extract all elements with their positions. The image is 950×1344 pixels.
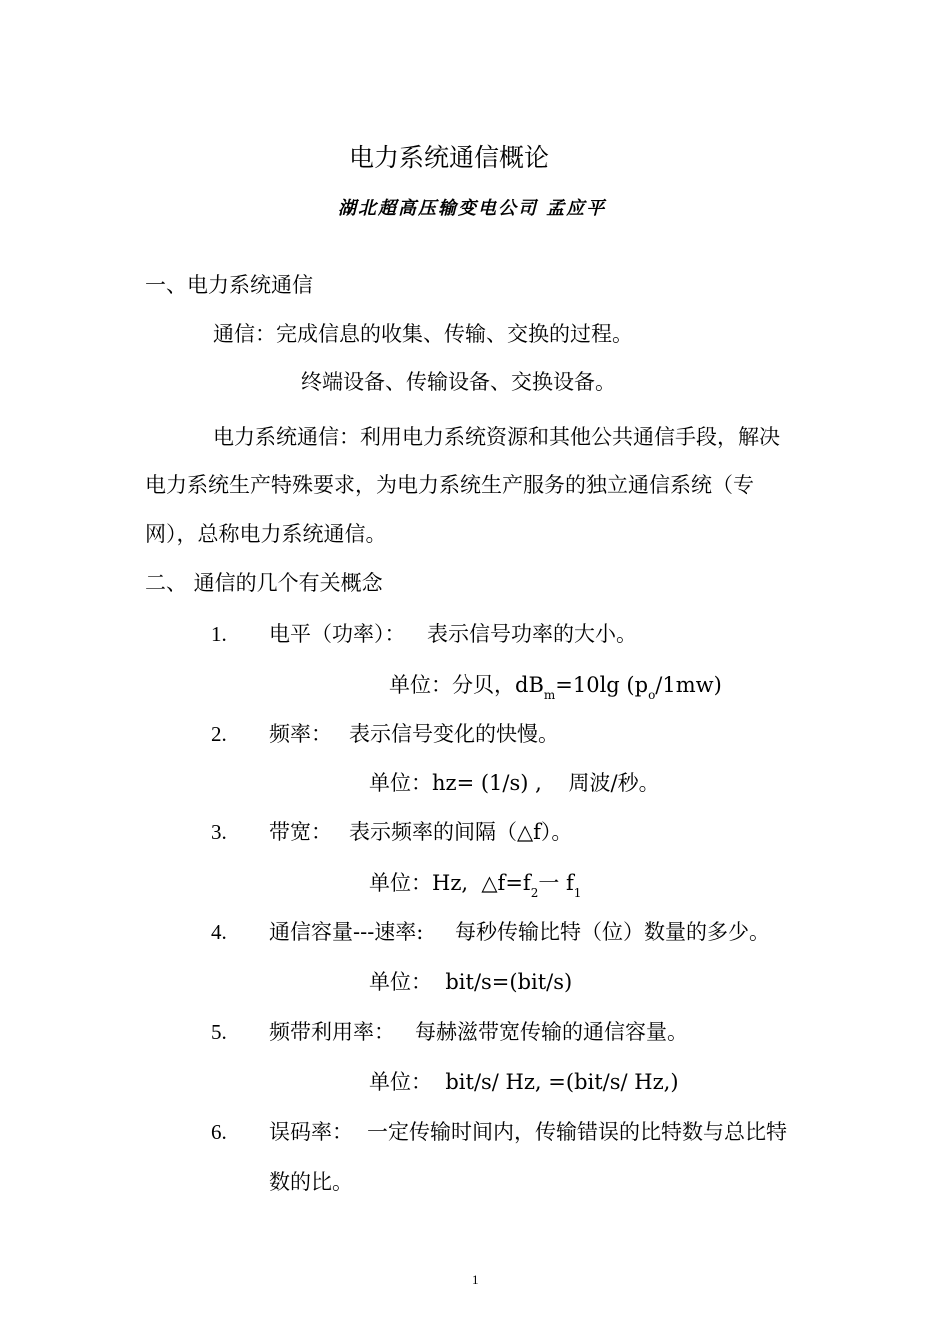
unit-text: /1mw) [655, 673, 722, 697]
power-comm-line-3: 网），总称电力系统通信。 [145, 522, 387, 546]
unit-text: 一 f [538, 871, 574, 895]
item-label: 频带利用率： [269, 1020, 395, 1044]
item-unit: 单位： bit/s/ Hz, =(bit/s/ Hz,) [369, 1070, 679, 1094]
item-label: 带宽： [269, 820, 332, 844]
item-unit: 单位： bit/s=(bit/s) [369, 970, 573, 994]
item-unit: 单位：hz= (1/s) , 周波/秒。 [369, 771, 660, 795]
author-line: 湖北超高压输变电公司 孟应平 [338, 198, 607, 219]
item-number: 2. [211, 722, 227, 746]
item-number: 5. [211, 1020, 227, 1044]
item-description: 表示频率的间隔（△f）。 [349, 820, 573, 844]
unit-subscript: o [648, 688, 656, 702]
document-title: 电力系统通信概论 [349, 143, 550, 172]
item-number: 3. [211, 820, 227, 844]
unit-text: =10lg (p [555, 673, 649, 697]
item-label: 通信容量---速率: [269, 920, 424, 944]
section-2-heading: 二、 通信的几个有关概念 [145, 571, 383, 595]
item-unit [369, 871, 582, 900]
item-description: 表示信号功率的大小。 [427, 622, 637, 646]
item-unit [389, 673, 722, 702]
item-description: 一定传输时间内，传输错误的比特数与总比特 [367, 1120, 787, 1144]
unit-subscript: 1 [573, 886, 582, 900]
comm-definition: 通信：完成信息的收集、传输、交换的过程。 [213, 322, 633, 346]
item-description: 每赫滋带宽传输的通信容量。 [415, 1020, 688, 1044]
unit-subscript: m [543, 688, 556, 702]
power-comm-line-2: 电力系统生产特殊要求，为电力系统生产服务的独立通信系统（专 [145, 473, 754, 497]
comm-equipment: 终端设备、传输设备、交换设备。 [301, 370, 616, 394]
item-description-continued: 数的比。 [269, 1170, 353, 1194]
item-number: 4. [211, 920, 227, 944]
item-label: 电平（功率）： [269, 622, 406, 646]
unit-subscript: 2 [530, 886, 539, 900]
item-number: 1. [211, 622, 227, 646]
power-comm-line-1: 电力系统通信：利用电力系统资源和其他公共通信手段，解决 [213, 425, 780, 449]
section-1-heading: 一、电力系统通信 [145, 273, 313, 297]
item-description: 表示信号变化的快慢。 [349, 722, 559, 746]
page-number: 1 [472, 1272, 479, 1287]
item-label: 频率： [269, 722, 332, 746]
unit-text: 单位：分贝，dB [389, 673, 544, 697]
unit-text: 单位：Hz, △f=f [369, 871, 531, 895]
item-description: 每秒传输比特（位）数量的多少。 [455, 920, 770, 944]
item-number: 6. [211, 1120, 227, 1144]
item-label: 误码率： [269, 1120, 353, 1144]
